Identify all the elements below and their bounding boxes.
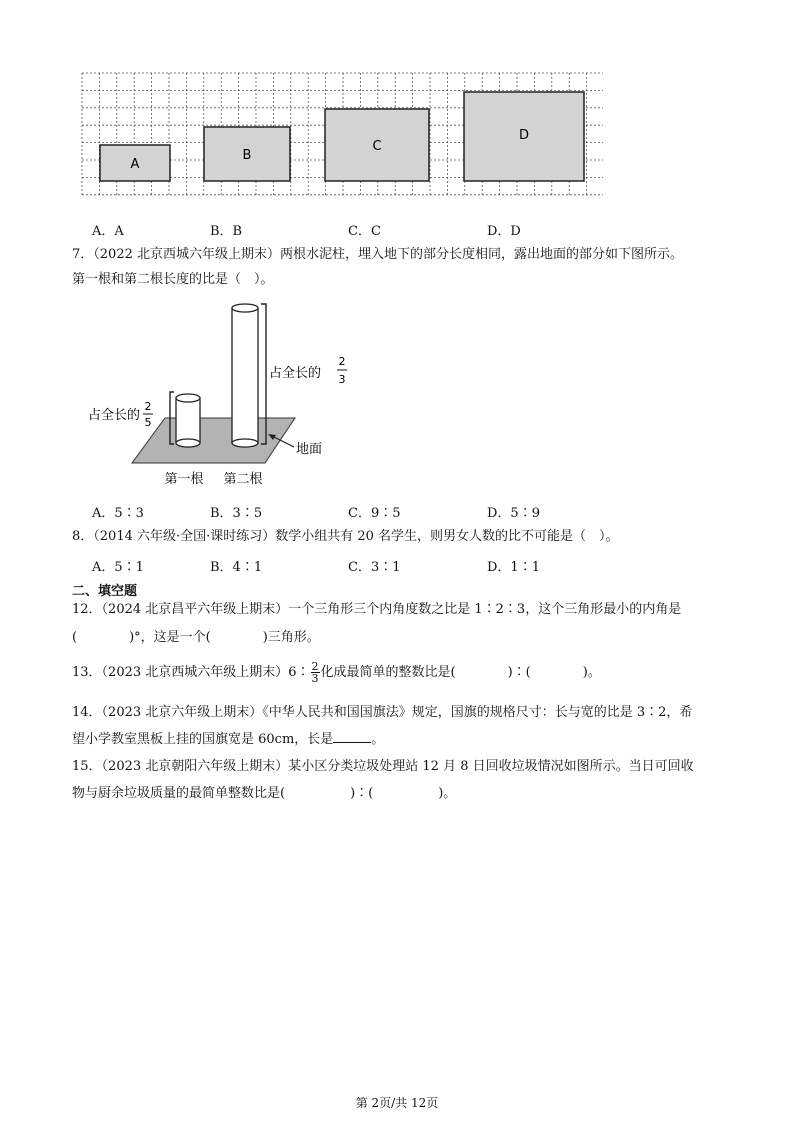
q8-line1: 8．（2014 六年级·全国·课时练习）数学小组共有 20 名学生，则男女人数的比不可能是（ ）。 xyxy=(72,529,619,544)
q14-line2-prefix: 望小学教室黑板上挂的国旗宽是 60cm，长是 xyxy=(72,732,334,747)
q13-prefix: 13．（2023 北京西城六年级上期末）6∶ xyxy=(72,665,310,680)
q8-option-d: D．1∶1 xyxy=(487,560,540,575)
q8-option-b: B．4∶1 xyxy=(210,560,263,575)
q15-line1: 15．（2023 北京朝阳六年级上期末）某小区分类垃圾处理站 12 月 8 日回收垃圾情况如图所示。当日可回收 xyxy=(72,759,694,774)
ground-plane xyxy=(132,418,295,463)
q14-answer-blank[interactable] xyxy=(333,730,371,743)
q7-line1: 7．（2022 北京西城六年级上期末）两根水泥柱，埋入地下的部分长度相同，露出地面的部分如下图所示。 xyxy=(72,247,683,262)
q13-frac-num: 2 xyxy=(311,660,319,673)
pillar-figure xyxy=(80,295,380,495)
rect-b-label: B xyxy=(242,148,252,163)
q13-suffix: 化成最简单的整数比是( )∶( )。 xyxy=(320,665,601,680)
q13-line xyxy=(72,660,601,686)
rect-c-label: C xyxy=(372,139,382,154)
q14-line1: 14．（2023 北京六年级上期末）《中华人民共和国国旗法》规定，国旗的规格尺寸：长与宽的比是 3∶2，希 xyxy=(72,705,693,720)
q7-option-d: D．5∶9 xyxy=(487,506,540,521)
q6-option-a: A．A xyxy=(92,224,124,239)
pillar2-label: 第二根 xyxy=(223,472,263,487)
q7-option-b: B．3∶5 xyxy=(210,506,263,521)
q7-option-a: A．5∶3 xyxy=(92,506,144,521)
q12-line2: ( )°，这是一个( )三角形。 xyxy=(72,630,320,645)
q8-option-c: C．3∶1 xyxy=(348,560,401,575)
q6-option-d: D．D xyxy=(487,224,521,239)
frac1-num: 2 xyxy=(144,400,152,413)
q13-frac-den: 3 xyxy=(311,672,319,685)
rect-a-label: A xyxy=(130,157,140,172)
section-title: 二、填空题 xyxy=(72,584,138,599)
q14-line2 xyxy=(72,730,384,748)
q7-option-c: C．9∶5 xyxy=(348,506,401,521)
q6-option-c: C．C xyxy=(348,224,381,239)
q8-option-a: A．5∶1 xyxy=(92,560,144,575)
frac2-den: 3 xyxy=(338,373,346,386)
rect-d-label: D xyxy=(518,128,530,143)
q15-line2: 物与厨余垃圾质量的最简单整数比是( )∶( )。 xyxy=(72,786,457,801)
frac2-prefix: 占全长的 xyxy=(269,366,322,381)
q14-line2-suffix: 。 xyxy=(371,732,385,747)
q12-line1: 12．（2024 北京昌平六年级上期末）一个三角形三个内角度数之比是 1∶2∶3，这个三角形最小的内角是 xyxy=(72,602,682,617)
frac1-den: 5 xyxy=(144,416,152,429)
pillar-1 xyxy=(176,394,200,447)
q13-fraction xyxy=(311,661,320,684)
q6-option-b: B．B xyxy=(210,224,243,239)
q7-line2: 第一根和第二根长度的比是（ ）。 xyxy=(72,272,274,287)
pillar1-label: 第一根 xyxy=(164,472,204,487)
ground-label: 地面 xyxy=(296,442,323,457)
pillar-2 xyxy=(232,304,258,447)
frac1-prefix: 占全长的 xyxy=(88,408,141,423)
grid-figure xyxy=(80,70,605,200)
frac2-num: 2 xyxy=(338,355,346,368)
page-footer: 第 2页/共 12页 xyxy=(355,1096,439,1110)
